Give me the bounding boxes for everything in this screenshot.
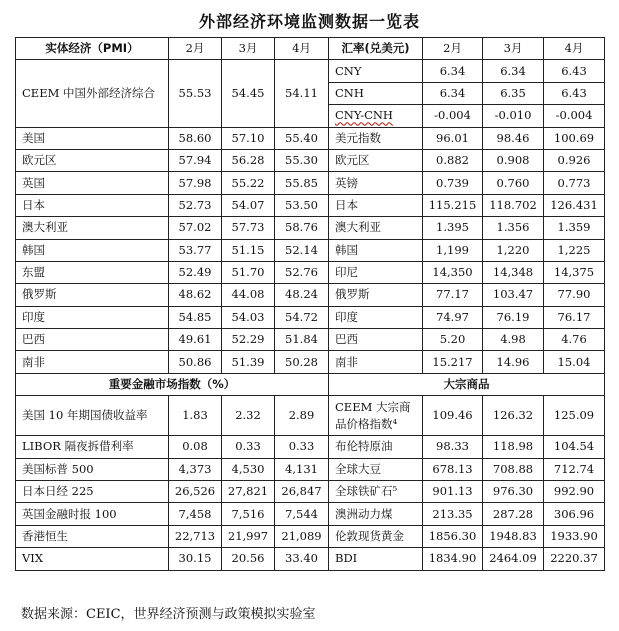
table-row	[16, 503, 605, 525]
fx-currency-label	[329, 261, 423, 283]
month-header: 4月	[275, 38, 329, 60]
month-header: 3月	[483, 38, 544, 60]
monitor-table	[15, 37, 605, 571]
pmi-value-cell: 52.49	[169, 261, 222, 283]
market-value-cell: 30.15	[169, 548, 222, 570]
fx-value-cell: 14,375	[544, 261, 605, 283]
pmi-value-cell: 58.60	[169, 127, 222, 149]
pmi-country-label: 澳大利亚	[16, 217, 169, 239]
fx-value-cell: 0.908	[483, 149, 544, 171]
commodity-label: 伦敦现货黄金	[329, 525, 423, 547]
pmi-value-cell: 50.28	[275, 351, 329, 373]
commodity-value-cell: 901.13	[423, 481, 483, 503]
pmi-value-cell: 48.24	[275, 284, 329, 306]
commodity-label: BDI	[329, 548, 423, 570]
page-title: 外部经济环境监测数据一览表	[198, 12, 420, 31]
fx-value-cell: 15.217	[423, 351, 483, 373]
market-value-cell: 0.08	[169, 436, 222, 458]
table-row	[16, 306, 605, 328]
commodity-value-cell: 1948.83	[483, 525, 544, 547]
fx-currency-label	[329, 217, 423, 239]
fx-value-cell: 6.34	[423, 60, 483, 82]
table-row	[16, 458, 605, 480]
fx-value-cell: 6.34	[423, 82, 483, 104]
fx-currency-name: 日本	[335, 197, 358, 212]
pmi-value-cell: 51.84	[275, 329, 329, 351]
table-row	[16, 284, 605, 306]
market-value-cell: 27,821	[222, 481, 275, 503]
pmi-country-label: 英国	[16, 172, 169, 194]
pmi-value-cell: 54.72	[275, 306, 329, 328]
fx-currency-name: 印尼	[335, 265, 358, 280]
pmi-value-cell: 58.76	[275, 217, 329, 239]
market-value-cell: 2.32	[222, 396, 275, 436]
pmi-value-cell: 54.03	[222, 306, 275, 328]
fx-value-cell: 14.96	[483, 351, 544, 373]
market-index-label: 美国标普 500	[16, 458, 169, 480]
pmi-country-label: 巴西	[16, 329, 169, 351]
pmi-value-cell: 53.50	[275, 194, 329, 216]
commodity-value-cell: 118.98	[483, 436, 544, 458]
pmi-country-label: 欧元区	[16, 149, 169, 171]
fx-value-cell: 6.35	[483, 82, 544, 104]
fx-currency-label	[329, 172, 423, 194]
pmi-value-cell: 49.61	[169, 329, 222, 351]
pmi-value-cell: 52.14	[275, 239, 329, 261]
market-value-cell: 1.83	[169, 396, 222, 436]
month-header: 3月	[222, 38, 275, 60]
commodity-value-cell: 126.32	[483, 396, 544, 436]
month-header: 2月	[423, 38, 483, 60]
pmi-country-label: CEEM 中国外部经济综合	[16, 60, 169, 127]
table-row	[16, 481, 605, 503]
pmi-country-label: 韩国	[16, 239, 169, 261]
market-value-cell: 7,544	[275, 503, 329, 525]
pmi-value-cell: 52.29	[222, 329, 275, 351]
header-row	[16, 38, 605, 60]
fx-currency-name: 美元指数	[335, 130, 381, 145]
fx-currency-label	[329, 60, 423, 82]
commodity-label: 全球大豆	[329, 458, 423, 480]
fx-value-cell: 76.17	[544, 306, 605, 328]
table-row	[16, 127, 605, 149]
market-value-cell: 7,458	[169, 503, 222, 525]
pmi-value-cell: 52.76	[275, 261, 329, 283]
market-index-label: 英国金融时报 100	[16, 503, 169, 525]
fx-value-cell: 1,199	[423, 239, 483, 261]
commodity-label: 布伦特原油	[329, 436, 423, 458]
fx-value-cell: 96.01	[423, 127, 483, 149]
fx-value-cell: 15.04	[544, 351, 605, 373]
fx-value-cell: 103.47	[483, 284, 544, 306]
fx-value-cell: -0.004	[544, 105, 605, 127]
fx-value-cell: 1.359	[544, 217, 605, 239]
pmi-value-cell: 53.77	[169, 239, 222, 261]
pmi-value-cell: 54.45	[222, 60, 275, 127]
month-header: 2月	[169, 38, 222, 60]
fx-value-cell: 76.19	[483, 306, 544, 328]
table-row	[16, 329, 605, 351]
market-value-cell: 26,847	[275, 481, 329, 503]
fx-currency-label	[329, 82, 423, 104]
fx-value-cell: 4.98	[483, 329, 544, 351]
market-index-label: 香港恒生	[16, 525, 169, 547]
markets-section-header: 重要金融市场指数（%）	[16, 373, 329, 395]
table-row	[16, 172, 605, 194]
fx-value-cell: 0.882	[423, 149, 483, 171]
fx-currency-name: 印度	[335, 309, 358, 324]
commodity-value-cell: 1834.90	[423, 548, 483, 570]
month-header: 4月	[544, 38, 605, 60]
fx-value-cell: 6.34	[483, 60, 544, 82]
pmi-country-label: 南非	[16, 351, 169, 373]
table-row	[16, 548, 605, 570]
commodity-value-cell: 1856.30	[423, 525, 483, 547]
market-value-cell: 0.33	[275, 436, 329, 458]
fx-value-cell: 1.356	[483, 217, 544, 239]
fx-currency-label	[329, 329, 423, 351]
commodity-value-cell: 678.13	[423, 458, 483, 480]
market-index-label: VIX	[16, 548, 169, 570]
fx-currency-label	[329, 239, 423, 261]
fx-currency-label	[329, 306, 423, 328]
section-header-row	[16, 373, 605, 395]
fx-value-cell: 74.97	[423, 306, 483, 328]
pmi-value-cell: 56.28	[222, 149, 275, 171]
data-source-note: 数据来源：CEIC，世界经济预测与政策模拟实验室	[21, 607, 316, 622]
fx-value-cell: 77.90	[544, 284, 605, 306]
pmi-section-header: 实体经济（PMI）	[16, 38, 169, 60]
fx-value-cell: 6.43	[544, 60, 605, 82]
market-value-cell: 4,131	[275, 458, 329, 480]
commodity-value-cell: 992.90	[544, 481, 605, 503]
table-row	[16, 149, 605, 171]
pmi-value-cell: 57.94	[169, 149, 222, 171]
market-value-cell: 20.56	[222, 548, 275, 570]
pmi-value-cell: 54.85	[169, 306, 222, 328]
market-value-cell: 4,373	[169, 458, 222, 480]
pmi-value-cell: 54.11	[275, 60, 329, 127]
fx-currency-label	[329, 351, 423, 373]
pmi-value-cell: 51.39	[222, 351, 275, 373]
fx-currency-label	[329, 105, 423, 127]
fx-value-cell: 118.702	[483, 194, 544, 216]
commodity-value-cell: 213.35	[423, 503, 483, 525]
fx-currency-name: 澳大利亚	[335, 220, 381, 235]
fx-value-cell: 98.46	[483, 127, 544, 149]
commodity-value-cell: 98.33	[423, 436, 483, 458]
fx-value-cell: 0.739	[423, 172, 483, 194]
fx-value-cell: 14,348	[483, 261, 544, 283]
pmi-value-cell: 51.70	[222, 261, 275, 283]
fx-currency-label	[329, 194, 423, 216]
table-row	[16, 436, 605, 458]
commodity-value-cell: 976.30	[483, 481, 544, 503]
fx-currency-name: CNY-CNH	[335, 108, 393, 123]
fx-value-cell: 5.20	[423, 329, 483, 351]
fx-currency-label	[329, 284, 423, 306]
fx-currency-label	[329, 149, 423, 171]
fx-currency-name: 俄罗斯	[335, 287, 370, 302]
pmi-country-label: 日本	[16, 194, 169, 216]
pmi-country-label: 印度	[16, 306, 169, 328]
market-value-cell: 2.89	[275, 396, 329, 436]
fx-value-cell: -0.004	[423, 105, 483, 127]
fx-value-cell: 100.69	[544, 127, 605, 149]
fx-value-cell: 0.926	[544, 149, 605, 171]
table-row	[16, 60, 605, 82]
market-value-cell: 26,526	[169, 481, 222, 503]
fx-currency-name: CNH	[335, 85, 364, 100]
table-row	[16, 525, 605, 547]
table-row	[16, 194, 605, 216]
pmi-country-label: 东盟	[16, 261, 169, 283]
pmi-value-cell: 57.73	[222, 217, 275, 239]
fx-currency-name: 巴西	[335, 332, 358, 347]
table-row	[16, 261, 605, 283]
market-value-cell: 4,530	[222, 458, 275, 480]
pmi-value-cell: 51.15	[222, 239, 275, 261]
commodity-value-cell: 287.28	[483, 503, 544, 525]
fx-currency-label	[329, 127, 423, 149]
commodities-section-header: 大宗商品	[329, 373, 605, 395]
commodity-value-cell: 125.09	[544, 396, 605, 436]
fx-value-cell: 6.43	[544, 82, 605, 104]
table-row	[16, 239, 605, 261]
market-value-cell: 33.40	[275, 548, 329, 570]
fx-currency-name: 韩国	[335, 242, 358, 257]
pmi-value-cell: 50.86	[169, 351, 222, 373]
market-value-cell: 7,516	[222, 503, 275, 525]
table-row	[16, 217, 605, 239]
commodity-value-cell: 109.46	[423, 396, 483, 436]
pmi-value-cell: 55.53	[169, 60, 222, 127]
fx-value-cell: 115.215	[423, 194, 483, 216]
fx-value-cell: 0.773	[544, 172, 605, 194]
commodity-label: 全球铁矿石⁵	[329, 481, 423, 503]
market-value-cell: 22,713	[169, 525, 222, 547]
pmi-value-cell: 48.62	[169, 284, 222, 306]
fx-value-cell: 14,350	[423, 261, 483, 283]
commodity-value-cell: 708.88	[483, 458, 544, 480]
fx-value-cell: 77.17	[423, 284, 483, 306]
commodity-label: 澳洲动力煤	[329, 503, 423, 525]
market-value-cell: 21,089	[275, 525, 329, 547]
fx-value-cell: 1,225	[544, 239, 605, 261]
market-index-label: LIBOR 隔夜拆借利率	[16, 436, 169, 458]
commodity-value-cell: 1933.90	[544, 525, 605, 547]
market-value-cell: 21,997	[222, 525, 275, 547]
table-row	[16, 396, 605, 436]
commodity-value-cell: 2220.37	[544, 548, 605, 570]
pmi-country-label: 美国	[16, 127, 169, 149]
pmi-value-cell: 57.98	[169, 172, 222, 194]
fx-currency-name: 南非	[335, 354, 358, 369]
market-index-label: 美国 10 年期国债收益率	[16, 396, 169, 436]
pmi-value-cell: 55.85	[275, 172, 329, 194]
commodity-label: CEEM 大宗商品价格指数⁴	[329, 396, 423, 436]
fx-value-cell: 126.431	[544, 194, 605, 216]
pmi-value-cell: 52.73	[169, 194, 222, 216]
fx-value-cell: -0.010	[483, 105, 544, 127]
fx-value-cell: 0.760	[483, 172, 544, 194]
pmi-value-cell: 44.08	[222, 284, 275, 306]
pmi-value-cell: 55.30	[275, 149, 329, 171]
fx-currency-name: 欧元区	[335, 153, 370, 168]
market-index-label: 日本日经 225	[16, 481, 169, 503]
market-value-cell: 0.33	[222, 436, 275, 458]
commodity-value-cell: 2464.09	[483, 548, 544, 570]
commodity-value-cell: 104.54	[544, 436, 605, 458]
fx-section-header: 汇率(兑美元)	[329, 38, 423, 60]
pmi-value-cell: 55.40	[275, 127, 329, 149]
pmi-value-cell: 54.07	[222, 194, 275, 216]
pmi-country-label: 俄罗斯	[16, 284, 169, 306]
commodity-value-cell: 712.74	[544, 458, 605, 480]
fx-currency-name: CNY	[335, 63, 362, 78]
table-row	[16, 351, 605, 373]
pmi-value-cell: 57.10	[222, 127, 275, 149]
fx-value-cell: 1,220	[483, 239, 544, 261]
commodity-value-cell: 306.96	[544, 503, 605, 525]
fx-value-cell: 4.76	[544, 329, 605, 351]
pmi-value-cell: 55.22	[222, 172, 275, 194]
fx-currency-name: 英镑	[335, 175, 358, 190]
fx-value-cell: 1.395	[423, 217, 483, 239]
pmi-value-cell: 57.02	[169, 217, 222, 239]
